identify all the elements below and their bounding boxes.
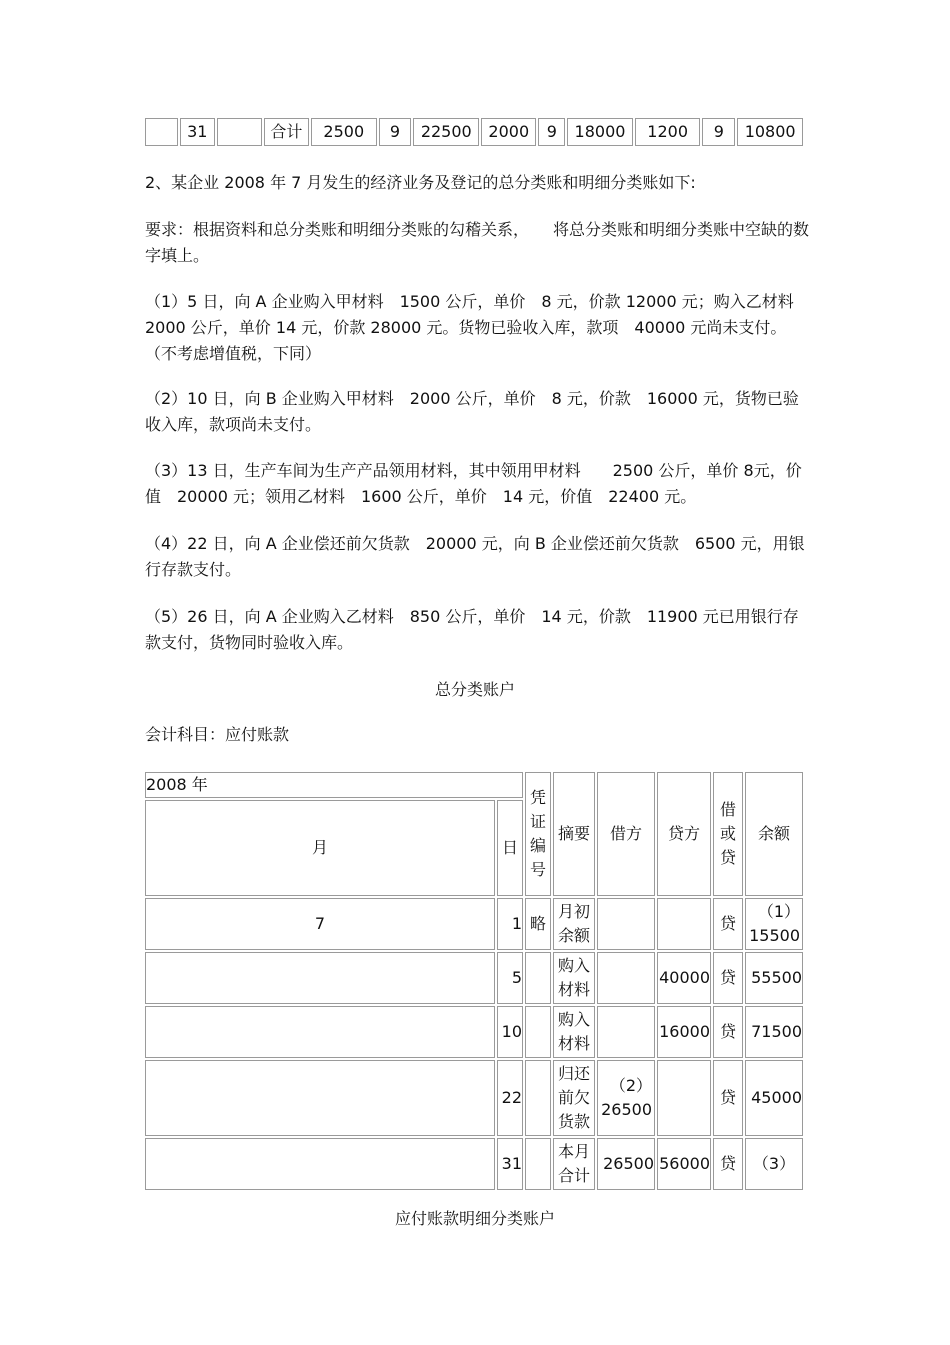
credit-cell: 40000 — [657, 952, 711, 1004]
credit-cell: 16000 — [657, 1006, 711, 1058]
credit-cell — [657, 1060, 711, 1136]
debit-header: 借方 — [597, 772, 655, 896]
month-cell — [145, 1006, 495, 1058]
debit-cell — [597, 952, 655, 1004]
item-5: （5）26 日，向 A 企业购入乙材料 850 公斤，单价 14 元，价款 11900 元已用银行存款支付，货物同时验收入库。 — [145, 607, 799, 652]
debit-cell: 26500 — [597, 1138, 655, 1190]
summary-cell: 购入材料 — [553, 1006, 595, 1058]
credit-header: 贷方 — [657, 772, 711, 896]
table-header-row — [145, 772, 803, 798]
dc-cell: 贷 — [713, 952, 743, 1004]
balance-header: 余额 — [745, 772, 803, 896]
dc-cell: 贷 — [713, 1060, 743, 1136]
table-row — [145, 1006, 803, 1058]
voucher-cell — [525, 1006, 551, 1058]
balance-cell: （1）15500 — [745, 898, 803, 950]
summary-cell: 月初余额 — [553, 898, 595, 950]
previous-table-total-row — [143, 116, 805, 148]
voucher-cell: 略 — [525, 898, 551, 950]
month-header: 月 — [145, 800, 495, 896]
item-1: （1）5 日，向 A 企业购入甲材料 1500 公斤，单价 8 元，价款 12000 元；购入乙材料 2000 公斤，单价 14 元，价款 28000 元。货物已验收入库，款项 40000 元尚未支付。（不考虑增值税，下同） — [145, 292, 794, 363]
table-row — [145, 898, 803, 950]
voucher-cell — [525, 1138, 551, 1190]
day-cell: 1 — [497, 898, 523, 950]
debit-cell — [597, 898, 655, 950]
question-title: 2、某企业 2008 年 7 月发生的经济业务及登记的总分类账和明细分类账如下: — [145, 173, 696, 192]
balance-cell: （3） — [745, 1138, 803, 1190]
table-cell: 18000 — [567, 118, 633, 146]
table-cell: 合计 — [264, 118, 309, 146]
item-3: （3）13 日，生产车间为生产产品领用材料，其中领用甲材料 2500 公斤，单价 8元，价值 20000 元；领用乙材料 1600 公斤，单价 14 元，价值 22400 元。 — [145, 461, 802, 506]
table-row — [145, 118, 803, 146]
summary-cell: 购入材料 — [553, 952, 595, 1004]
table-cell: 2000 — [481, 118, 536, 146]
table-cell: 1200 — [635, 118, 701, 146]
summary-cell: 本月合计 — [553, 1138, 595, 1190]
balance-cell: 45000 — [745, 1060, 803, 1136]
month-cell — [145, 1060, 495, 1136]
requirement-text: 要求：根据资料和总分类账和明细分类账的勾稽关系， 将总分类账和明细分类账中空缺的数字填上。 — [145, 220, 810, 265]
table-row — [145, 952, 803, 1004]
general-ledger-table — [143, 770, 805, 1192]
account-label: 会计科目：应付账款 — [145, 725, 290, 744]
debit-cell — [597, 1006, 655, 1058]
balance-cell: 71500 — [745, 1006, 803, 1058]
credit-cell — [657, 898, 711, 950]
day-cell: 31 — [497, 1138, 523, 1190]
dc-cell: 贷 — [713, 1138, 743, 1190]
table-row — [145, 1138, 803, 1190]
dc-header: 借或贷 — [713, 772, 743, 896]
table-cell — [217, 118, 262, 146]
table-cell: 22500 — [413, 118, 479, 146]
dc-cell: 贷 — [713, 898, 743, 950]
credit-cell: 56000 — [657, 1138, 711, 1190]
dc-cell: 贷 — [713, 1006, 743, 1058]
voucher-cell — [525, 952, 551, 1004]
table-cell: 9 — [538, 118, 565, 146]
day-header: 日 — [497, 800, 523, 896]
table-cell: 10800 — [737, 118, 803, 146]
voucher-header: 凭证编号 — [525, 772, 551, 896]
voucher-cell — [525, 1060, 551, 1136]
month-cell: 7 — [145, 898, 495, 950]
item-4: （4）22 日，向 A 企业偿还前欠货款 20000 元，向 B 企业偿还前欠货款 6500 元，用银行存款支付。 — [145, 534, 805, 579]
table-cell: 9 — [702, 118, 735, 146]
table-cell — [145, 118, 178, 146]
table-cell: 31 — [180, 118, 215, 146]
table-cell: 2500 — [311, 118, 377, 146]
day-cell: 22 — [497, 1060, 523, 1136]
table-cell: 9 — [379, 118, 412, 146]
summary-header: 摘要 — [553, 772, 595, 896]
debit-cell: （2）26500 — [597, 1060, 655, 1136]
detail-ledger-title: 应付账款明细分类账户 — [394, 1209, 555, 1228]
month-cell — [145, 952, 495, 1004]
day-cell: 10 — [497, 1006, 523, 1058]
year-header: 2008 年 — [145, 772, 523, 798]
day-cell: 5 — [497, 952, 523, 1004]
month-cell — [145, 1138, 495, 1190]
item-2: （2）10 日，向 B 企业购入甲材料 2000 公斤，单价 8 元，价款 16000 元，货物已验收入库，款项尚未支付。 — [145, 389, 799, 434]
table-row — [145, 1060, 803, 1136]
balance-cell: 55500 — [745, 952, 803, 1004]
summary-cell: 归还前欠货款 — [553, 1060, 595, 1136]
ledger-title: 总分类账户 — [434, 680, 515, 699]
